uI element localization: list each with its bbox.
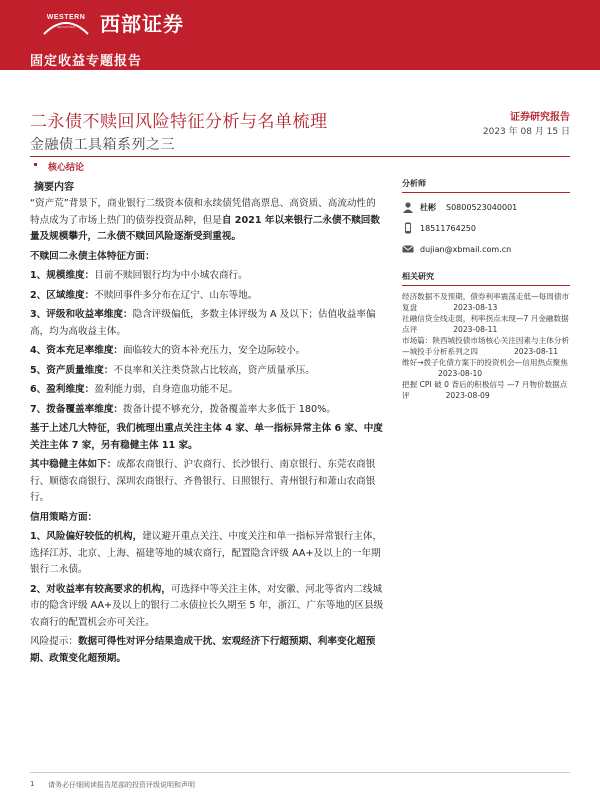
intro-text: “资产荒”背景下，商业银行二级资本债和永续债凭借高票息、高资质、高流动性的特点成为了市场上热门的债券投资品种，但是 <box>30 198 376 226</box>
phone-icon <box>402 222 414 234</box>
analyst-heading: 分析师 <box>402 178 570 193</box>
strategy-item: 2、对收益率有较高要求的机构，可选择中等关注主体，对安徽、河北等省内二线城市的隐含评级 AA+及以上的银行二永债拉长久期至 5 年，浙江、广东等地的区县级农商行的配置机会亦可关注。 <box>30 583 384 628</box>
related-report[interactable]: 市场篇：陕西城投债市场核心关注因素与主体分析—城投手分析系列之四 2023-08-11 <box>402 336 570 356</box>
footer-disclaimer: 请务必仔细阅读报告尾部的投资评级说明和声明 <box>48 781 195 789</box>
strategy-heading: 信用策略方面： <box>30 511 98 523</box>
related-report[interactable]: 社融信贷全线走弱，利率拐点未现—7 月金融数据点评 2023-08-11 <box>402 314 569 334</box>
related-report-date: 2023-08-11 <box>453 324 498 334</box>
logo-english-sub: SECURITIES <box>56 25 75 29</box>
related-report-date: 2023-08-11 <box>513 346 559 356</box>
core-bullet-icon <box>34 163 37 166</box>
report-title: 二永债不赎回风险特征分析与名单梳理 <box>30 112 328 132</box>
stable-list: 其中稳健主体如下：成都农商银行、沪农商行、长沙银行、南京银行、东莞农商银行、顺德农商银行、深圳农商银行、齐鲁银行、日照银行、青州银行和萧山农商银行。 <box>30 459 376 503</box>
related-report-date: 2023-08-09 <box>445 390 490 400</box>
strategy-item: 1、风险偏好较低的机构，建议避开重点关注、中度关注和单一指标异常银行主体，选择江苏、北京、上海、福建等地的城农商行，配置隐含评级 AA+及以上的一年期银行二永债。 <box>30 531 383 575</box>
feature-item: 3、评级和收益率维度：隐含评级偏低，多数主体评级为 A 及以下；估值收益率偏高，均为高收益主体。 <box>30 309 376 337</box>
report-date: 2023 年 08 月 15 日 <box>482 127 570 137</box>
logo-chinese: 西部证券 <box>100 12 184 36</box>
feature-item: 6、盈利维度：盈利能力弱，自身造血功能不足。 <box>30 384 239 395</box>
related-report-date: 2023-08-10 <box>438 368 483 378</box>
intro-highlight: 自 2021 年以来银行二永债不赎回数量及规模攀升，二永债不赎回风险逐渐受到重视。 <box>30 214 380 242</box>
analyst-license-row <box>402 199 570 215</box>
mail-icon <box>402 243 414 255</box>
report-category: 固定收益专题报告 <box>30 54 143 69</box>
summary-heading: 摘要内容 <box>34 182 74 193</box>
header-band <box>0 0 600 70</box>
intro-paragraph <box>30 196 385 246</box>
feature-item: 7、拨备覆盖率维度：拨备计提不够充分，拨备覆盖率大多低于 180%。 <box>30 403 336 415</box>
analyst-phone-row <box>402 220 570 236</box>
feature-item: 1、规模维度：目前不赎回银行均为中小城农商行。 <box>30 270 248 281</box>
page-number: 1 <box>30 780 35 788</box>
feature-item: 4、资本充足率维度：面临较大的资本补充压力，安全边际较小。 <box>30 345 306 356</box>
filter-result: 基于上述几大特征，我们梳理出重点关注主体 4 家、单一指标异常主体 6 家、中度关注主体 7 家，另有稳健主体 11 家。 <box>30 423 383 451</box>
feature-heading: 不赎回二永债主体特征方面： <box>30 250 155 262</box>
title-divider <box>30 156 570 157</box>
analyst-email[interactable]: dujian@xbmail.com.cn <box>420 244 512 254</box>
related-report[interactable]: 经济数据不及预期，债券利率震荡走低—每周债市复盘 2023-08-13 <box>402 292 570 312</box>
core-conclusion-label: 核心结论 <box>48 163 85 173</box>
analyst-license: S0800523040001 <box>446 202 518 212</box>
related-heading: 相关研究 <box>402 271 570 286</box>
report-type: 证券研究报告 <box>510 112 570 123</box>
feature-item: 2、区域维度：不赎回事件多分布在辽宁、山东等地。 <box>30 289 258 301</box>
feature-item: 5、资产质量维度：不良率和关注类贷款占比较高，资产质量承压。 <box>30 364 315 376</box>
analyst-name: 杜彬 <box>420 202 436 212</box>
summary-column <box>30 178 385 667</box>
related-report[interactable]: 维好→拨子化债方案下的投资机会—信用热点聚焦2023-08-10 <box>402 358 568 378</box>
series-title: 金融债工具箱系列之三 <box>30 137 175 153</box>
related-report[interactable]: 把握 CPI 破 0 背后的积极信号 —7 月物价数据点评 2023-08-09 <box>402 380 568 400</box>
person-icon <box>402 201 414 213</box>
analyst-phone: 18511764250 <box>420 223 476 233</box>
logo-english: WESTERN <box>46 14 86 21</box>
analyst-email-row <box>402 241 570 257</box>
footer-divider <box>30 772 570 773</box>
sidebar <box>402 178 570 402</box>
risk-warning: 风险提示：数据可得性对评分结果造成干扰、宏观经济下行超预期、利率变化超预期、政策变化超预期。 <box>30 636 376 664</box>
related-report-date: 2023-08-13 <box>453 302 498 312</box>
